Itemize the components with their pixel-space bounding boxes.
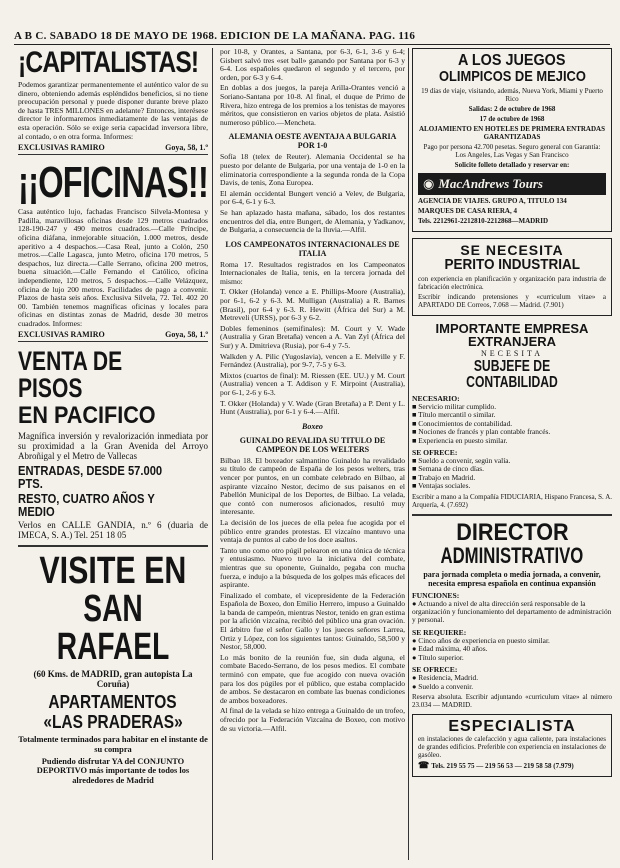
oficinas-body: Casa auténtico lujo, fachadas Francisco Silvela-Montesa y Padilla, maravillosas oficinas desde 129 metros cuadrados 128-190-247 y 490 metros cuadrados.—Calle Príncipe, oficina diáfana, inmejorable situación, 1.000 metros, desde aperitivo a 4 despachos.—Casa Real, junto a Colón, 250 metros.—Calle Lagasca, junto Metro, oficina 170 metros, 5 despachos, luz directa.—Calle Serrano, oficina 200 metros, buena situación.—Calle Fernando el Católico, oficina independiente, 120 metros, 5 despachos.—Calle Velázquez, oficina de lujo 200 metros. Facilidades de pago a convenir. Plazos de hasta seis años. Exclusiva Silvela, 72. Tel. 402 20 00. También tenemos magníficas oficinas y locales para oficinas en distintas zonas de Madrid, desde 30 metros cuadrados. Informes: — [18, 207, 208, 328]
globe-icon: ◉ — [423, 176, 435, 191]
empresa-contacto: Escribir a mano a la Compañía FIDUCIARIA, Hispano Francesa, S. A. Arquería, 4. (7.692) — [412, 492, 612, 509]
especialista-tels: ☎ Tels. 219 55 75 — 219 56 53 — 219 58 58 (7.979) — [418, 759, 574, 770]
juegos-title-2: OLIMPICOS DE MEJICO — [438, 68, 586, 85]
column-rule — [408, 48, 409, 860]
especialista-body: en instalaciones de calefacción y agua caliente, para instalaciones de grandes edificios. Preferible con experiencia en instalaciones de gasóleo. — [418, 734, 606, 759]
article-heading: GUINALDO REVALIDA SU TITULO DE CAMPEON DE LOS WELTERS — [239, 435, 386, 454]
juegos-detail-3: 17 de octubre de 1968 — [479, 115, 545, 123]
list-item: ● Sueldo a convenir. — [412, 681, 474, 691]
article-heading: ALEMANIA OESTE AVENTAJA A BULGARIA POR 1-0 — [228, 132, 397, 151]
empresa-ofrece-list — [412, 457, 612, 491]
pisos-title-1: VENTA DE PISOS — [18, 346, 123, 404]
article-paragraph: Sofía 18 (telex de Reuter). Alemania Occidental se ha puesto por delante de Bulgaria, por una ventaja de 1-0 en la eliminatoria correspondiente a la segunda ronda de la Copa Davis, de tenis, Zona Europea. — [220, 152, 405, 188]
pisos-resto: RESTO, CUATRO AÑOS Y MEDIO — [18, 491, 155, 520]
column-middle — [220, 48, 405, 860]
visite-sub: (60 Kms. de MADRID, gran autopista La Coruña) — [33, 669, 193, 690]
article-paragraph: Mixtos (cuartos de final): M. Riessen (EE. UU.) y M. Court (Australia) vencen a T. Addison y F. Mirpoint (Australia), por 6-1, 2-6 y 6-3. — [220, 370, 405, 397]
pisos-verlos: Verlos en CALLE GANDIA, n.º 6 (duaria de IMECA, S. A.) Tel. 251 18 05 — [18, 520, 208, 541]
perito-title-2: PERITO INDUSTRIAL — [444, 256, 580, 273]
juegos-title-1: A LOS JUEGOS — [458, 52, 566, 69]
oficinas-title: ¡¡OFICINAS!! — [18, 158, 208, 208]
director-funciones-heading: FUNCIONES: — [412, 590, 460, 600]
juegos-solicite: Solicite folleto detallado y reservar en: — [454, 161, 570, 169]
list-item: ● Cinco años de experiencia en puesto similar. — [412, 635, 550, 645]
empresa-necesita: NECESITA — [480, 349, 544, 358]
article-paragraph: El alemán occidental Bungert venció a Velev, de Bulgaria, por 6-4, 6-1 y 6-3. — [220, 188, 405, 207]
list-item: ■ Semana de cinco días. — [412, 464, 484, 474]
article-paragraph: Se han aplazado hasta mañana, sábado, los dos restantes encuentros del día, entre Bungert, de Alemania, y Yadkanov, de Bulgaria, a consecuencia de la lluvia.—Alfil. — [220, 207, 405, 235]
article-paragraph: por 10-8, y Orantes, a Santana, por 6-3, 6-1, 3-6 y 6-4; Gisbert salvó tres «set ball» ganando por Santana por 6-3 y 6-4. Los españoles quedaron el segundo y el tercero, por orden, por 6-3 y 6-4. — [220, 48, 405, 82]
juegos-marques: MARQUES DE CASA RIERA, 4 — [418, 207, 517, 215]
ad-empresa-extranjera — [412, 322, 612, 509]
perito-escribir: Escribir indicando pretensiones y «curriculum vitae» a APARTADO DE Correos, 7.068 — Madrid. (7.901) — [418, 293, 606, 309]
visite-apartamentos: APARTAMENTOS — [48, 692, 178, 713]
phone-icon: ☎ — [418, 759, 430, 770]
juegos-tels: Tels. 2212961-2212810-2212868—MADRID — [418, 217, 549, 225]
empresa-necesario-heading: NECESARIO: — [412, 394, 460, 403]
oficinas-agency: EXCLUSIVAS RAMIRO Goya, 58, 1.º — [18, 330, 208, 342]
section-boxeo: Boxeo — [302, 421, 323, 431]
juegos-alojamiento: ALOJAMIENTO EN HOTELES DE PRIMERA ENTRADAS GARANTIZADAS — [419, 125, 605, 141]
list-item: ■ Conocimientos de contabilidad. — [412, 418, 513, 428]
article-paragraph: Dobles femeninos (semifinales): M. Court y V. Wade (Australia y Gran Bretaña) vencen a A. Van Zyl (África del Sur) y A. Dmitrieva (Rusia), por 6-4 y 7-5. — [220, 323, 405, 351]
director-ofrece-list — [412, 674, 612, 691]
list-item: ■ Servicio militar cumplido. — [412, 402, 497, 411]
list-item: ■ Trabajo en Madrid. — [412, 472, 476, 482]
director-requiere-heading: SE REQUIERE: — [412, 627, 467, 637]
juegos-agencia: AGENCIA DE VIAJES. GRUPO A, TITULO 134 — [418, 197, 567, 205]
capitalistas-title: ¡CAPITALISTAS! — [18, 48, 199, 79]
empresa-necesario-list — [412, 403, 612, 445]
list-item: ■ Nociones de francés y plan contable francés. — [412, 427, 551, 437]
perito-body: con experiencia en planificación y organización para industria de fabricación electrónica. — [418, 275, 606, 291]
pisos-entradas: ENTRADAS, DESDE 57.000 PTS. — [18, 463, 163, 492]
pisos-title-2: EN PACIFICO — [18, 402, 156, 430]
article-paragraph: T. Okker (Holanda) y V. Wade (Gran Bretaña) a P. Dent y L. Hunt (Australia), por 6-1 y 6-4.—Alfil. — [220, 398, 405, 417]
macandrews-logo: ◉ MacAndrews Tours — [418, 173, 606, 195]
list-item: ● Título superior. — [412, 652, 464, 662]
especialista-title: ESPECIALISTA — [448, 717, 576, 735]
empresa-title-2: EXTRANJERA — [467, 334, 557, 349]
visite-title-1: VISITE EN — [39, 550, 187, 593]
article-paragraph: Bilbao 18. El boxeador salmantino Guinaldo ha revalidado su título de campeón de España de los pesos welters, tras vencer por puntos, en un combate celebrado en Bilbao, al aspirante vizcaíno Nestor, decimo de sus paisanos en el Pabellón Municipal de los Deportes, de Bilbao. La velada, que contó con numerosos aficionados, resultó muy interesante. — [220, 455, 405, 517]
divider — [412, 514, 612, 516]
ad-perito-industrial — [412, 238, 612, 316]
column-right — [412, 48, 612, 860]
ad-director-administrativo — [412, 518, 612, 709]
juegos-pago: Pago por persona 42.700 pesetas. Seguro general con Garantía: Los Angeles, Las Vegas y San Francisco — [423, 143, 601, 159]
list-item: ■ Experiencia en puesto similar. — [412, 435, 508, 445]
juegos-detail-2: Salidas: 2 de octubre de 1968 — [468, 105, 556, 113]
list-item: ● Edad máxima, 40 años. — [412, 644, 488, 654]
capitalistas-body: Podemos garantizar permanentemente el auténtico valor de su dinero, obteniendo además espléndidos beneficios, si no tiene preocupación personal y puede disponer durante breve plazo de hasta TRES MILLONES en adelante? Entonces, interésese director le informaremos inmediatamente de las ventajas de esta operación. Sólo se exige seria capacidad inversora libre, al contado, o en otra forma. Informes: — [18, 80, 208, 141]
perito-title-1: SE NECESITA — [460, 242, 564, 258]
capitalistas-agency: EXCLUSIVAS RAMIRO Goya, 58, 1.º — [18, 143, 208, 155]
director-title-1: DIRECTOR — [455, 518, 569, 546]
column-rule — [212, 48, 213, 860]
director-requiere-list — [412, 637, 612, 662]
article-paragraph: Al final de la velada se hizo entrega a Guinaldo de un trofeo, ofrecido por la Federación Vizcaína de Boxeo, con motivo de su victoria.—Alfil. — [220, 706, 405, 733]
article-paragraph: En doblas a dos juegos, la pareja Arilla-Orantes venció a Soriano-Santana por 10-8. Al final, el duque de Primo de Rivera, hizo entrega de los premios a los tenistas de mayores méritos, que consistieron en varios objetos de plata. Asistió numeroso público.—Mencheta. — [220, 83, 405, 127]
ad-especialista — [412, 714, 612, 777]
column-left — [18, 48, 208, 860]
divider — [18, 545, 208, 547]
empresa-title-1: IMPORTANTE EMPRESA — [435, 321, 589, 336]
visite-title-2: SAN RAFAEL — [56, 588, 170, 669]
article-paragraph: T. Okker (Holanda) vence a E. Phillips-Moore (Australia), por 6-1, 6-2 y 6-3. M. Mulligan (Australia) a R. Barnes (Brasil), por 6-4 y 6-3. R. Hewitt (África del Sur) a M. Metreveli (URSS), por 6-3 y 6-2. — [220, 287, 405, 323]
article-paragraph: Finalizado el combate, el vicepresidente de la Federación Española de Boxeo, don Emilio Herrero, impuso a Guinaldo la banda de campeón, mientras Nestor, tenido en gran estima por la afición vizcaína, recibió del público una gran ovación. El árbitro fue el señor Gallo y los jueces señores Larrea, Ortiz y López, con los siguientes tantos: Guinaldo, 58,500 y Nestor, 58,000. — [220, 590, 405, 652]
ad-juegos-olimpicos — [412, 48, 612, 232]
list-item: ● Residencia, Madrid. — [412, 673, 479, 683]
article-paragraph: Walkden y A. Pilic (Yugoslavia), vencen a E. Melville y F. Fernández (Australia), por 9-7, 7-5 y 6-3. — [220, 351, 405, 370]
director-intro: para jornada completa o media jornada, a convenir, necesita empresa española en continua expansión — [423, 569, 601, 588]
juegos-detail-1: 19 días de viaje, visitando, además, Nueva York, Miami y Puerto Rico — [421, 87, 603, 103]
article-paragraph: La decisión de los jueces de ella pelea fue acogida por el público entre grandes protestas. El vizcaíno mantuvo una ventaja de puntos al cabo de los doce asaltos. — [220, 517, 405, 545]
director-reserva: Reserva absoluta. Escribir adjuntando «curriculum vitae» al número 23.034 — MADRID. — [412, 692, 612, 709]
empresa-ofrece-heading: SE OFRECE: — [412, 448, 458, 458]
article-paragraph: Lo más bonito de la reunión fue, sin duda alguna, el combate Bacedo-Serrano, de los pesos medios. El combate terminó con empate, que fue acogido con nueva ovación para los dos púgiles por el público, que estaba complacido de ambos. Se destacaron en combate las buenas condiciones de ambos boxeadores. — [220, 652, 405, 705]
list-item: ■ Sueldo a convenir, según valía. — [412, 456, 511, 466]
article-paragraph: Tanto uno como otro púgil pelearon en una tónica de técnica y entusiasmo. Nuevo tuvo la iniciativa del combate, mientras que su oponente, Guinaldo, pegaba con mucha fuerza, e indujo a la búsqueda de los golpes más eficaces del aspirante. — [220, 545, 405, 590]
list-item: ■ Título mercantil o similar. — [412, 410, 496, 420]
pisos-body: Magnífica inversión y revalorización inmediata por su proximidad a la Gran Avenida del Arroyo Abroñigal y el Metro de Vallecas — [18, 431, 208, 462]
visite-body-1: Totalmente terminados para habitar en el instante de su compra — [18, 735, 208, 755]
page-header: A B C. SABADO 18 DE MAYO DE 1968. EDICION DE LA MAÑANA. PAG. 116 — [14, 30, 610, 45]
list-item: ■ Ventajas sociales. — [412, 481, 471, 491]
article-heading: LOS CAMPEONATOS INTERNACIONALES DE ITALIA — [225, 239, 400, 258]
director-funciones-list — [412, 600, 612, 625]
list-item: ● Actuando a nivel de alta dirección será responsable de la organización y funcionamiento del departamento de administración y personal. — [412, 598, 612, 625]
visite-praderas: «LAS PRADERAS» — [43, 712, 183, 733]
empresa-subjefe: SUBJEFE DE CONTABILIDAD — [466, 358, 558, 391]
visite-body-2: Pudiendo disfrutar YA del CONJUNTO DEPORTIVO más importante de todos los alrededores de Madrid — [36, 756, 190, 785]
director-title-2: ADMINISTRATIVO — [440, 542, 584, 568]
director-ofrece-heading: SE OFRECE: — [412, 665, 458, 675]
article-paragraph: Roma 17. Resultados registrados en los Campeonatos Internacionales de Italia, tenis, en la tercera jornada del mismo: — [220, 259, 405, 286]
